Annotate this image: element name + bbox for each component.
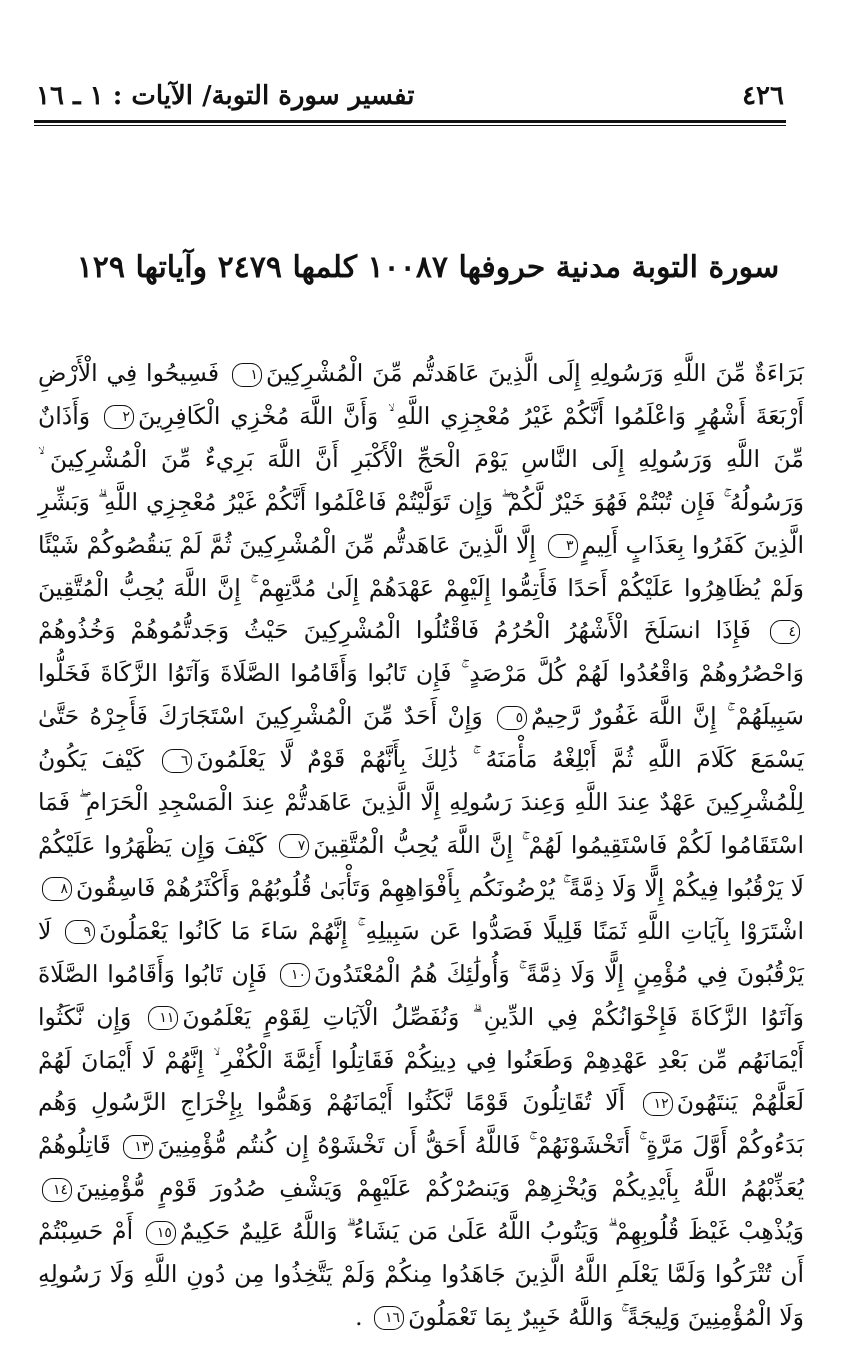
verses-block <box>38 352 804 1339</box>
ayah-number-marker: ٩ <box>65 920 95 944</box>
ayah-number-marker: ٦ <box>162 749 192 773</box>
running-title: تفسير سورة التوبة/ الآيات : ١ ـ ١٦ <box>36 81 415 111</box>
ayah-number-marker: ١٢ <box>643 1092 673 1116</box>
header-rule <box>34 120 786 126</box>
ayah-number-marker: ٥ <box>497 706 527 730</box>
ayah-text: بَرَاءَةٌ مِّنَ اللَّهِ وَرَسُولِهِ إِلَى الَّذِينَ عَاهَدتُّم مِّنَ الْمُشْرِكِينَ <box>265 359 804 387</box>
ayah-text: فَإِذَا انسَلَخَ الْأَشْهُرُ الْحُرُمُ فَاقْتُلُوا الْمُشْرِكِينَ حَيْثُ وَجَدتُّمُوهُمْ وَخُذُوهُمْ وَاحْصُرُوهُمْ وَاقْعُدُوا لَهُمْ كُلَّ مَرْصَدٍ ۚ فَإِن تَابُوا وَأَقَامُوا الصَّلَاةَ وَآتَوُا الزَّكَاةَ فَخَلُّوا سَبِيلَهُمْ ۚ إِنَّ اللَّهَ غَفُورٌ رَّحِيمٌ <box>38 616 804 731</box>
ayah-number-marker: ١٣ <box>123 1135 153 1159</box>
ayah-text: اشْتَرَوْا بِآيَاتِ اللَّهِ ثَمَنًا قَلِيلًا فَصَدُّوا عَن سَبِيلِهِ ۚ إِنَّهُمْ سَاءَ مَا كَانُوا يَعْمَلُونَ <box>99 916 804 945</box>
ayah-text: أَلَا تُقَاتِلُونَ قَوْمًا نَّكَثُوا أَيْمَانَهُمْ وَهَمُّوا بِإِخْرَاجِ الرَّسُولِ وَهُم بَدَءُوكُمْ أَوَّلَ مَرَّةٍ ۚ أَتَخْشَوْنَهُمْ ۚ فَاللَّهُ أَحَقُّ أَن تَخْشَوْهُ إِن كُنتُم مُّؤْمِنِينَ <box>38 1088 804 1160</box>
ayah-text: كَيْفَ وَإِن يَظْهَرُوا عَلَيْكُمْ لَا يَرْقُبُوا فِيكُمْ إِلًّا وَلَا ذِمَّةً ۚ يُرْضُونَكُم بِأَفْوَاهِهِمْ وَتَأْبَىٰ قُلُوبُهُمْ وَأَكْثَرُهُمْ فَاسِقُونَ <box>38 830 804 902</box>
ayah-number-marker: ١٦ <box>374 1306 404 1330</box>
ayah-text: وَإِنْ أَحَدٌ مِّنَ الْمُشْرِكِينَ اسْتَجَارَكَ فَأَجِرْهُ حَتَّىٰ يَسْمَعَ كَلَامَ اللَّهِ ثُمَّ أَبْلِغْهُ مَأْمَنَهُ ۚ ذَٰلِكَ بِأَنَّهُمْ قَوْمٌ لَّا يَعْلَمُونَ <box>38 702 804 774</box>
ayah-text: إِلَّا الَّذِينَ عَاهَدتُّم مِّنَ الْمُشْرِكِينَ ثُمَّ لَمْ يَنقُصُوكُمْ شَيْئًا وَلَمْ يُظَاهِرُوا عَلَيْكُمْ أَحَدًا فَأَتِمُّوا إِلَيْهِمْ عَهْدَهُمْ إِلَىٰ مُدَّتِهِمْ ۚ إِنَّ اللَّهَ يُحِبُّ الْمُتَّقِينَ <box>38 530 804 602</box>
ayah-text: أَمْ حَسِبْتُمْ أَن تُتْرَكُوا وَلَمَّا يَعْلَمِ اللَّهُ الَّذِينَ جَاهَدُوا مِنكُمْ وَلَمْ يَتَّخِذُوا مِن دُونِ اللَّهِ وَلَا رَسُولِهِ وَلَا الْمُؤْمِنِينَ وَلِيجَةً ۚ وَاللَّهُ خَبِيرٌ بِمَا تَعْمَلُونَ <box>38 1217 804 1331</box>
ayah-number-marker: ١٠ <box>280 963 310 987</box>
ayah-number-marker: ٧ <box>279 834 309 858</box>
ayah-text: وَإِن نَّكَثُوا أَيْمَانَهُم مِّن بَعْدِ عَهْدِهِمْ وَطَعَنُوا فِي دِينِكُمْ فَقَاتِلُوا أَئِمَّةَ الْكُفْرِ ۙ إِنَّهُمْ لَا أَيْمَانَ لَهُمْ لَعَلَّهُمْ يَنتَهُونَ <box>38 1002 805 1117</box>
ayah <box>142 1217 804 1245</box>
end-mark: . <box>355 1302 363 1331</box>
ayah <box>61 917 804 945</box>
ayah-text: فَسِيحُوا فِي الْأَرْضِ أَرْبَعَةَ أَشْهُرٍ وَاعْلَمُوا أَنَّكُمْ غَيْرُ مُعْجِزِي اللَّهِ ۙ وَأَنَّ اللَّهَ مُخْزِي الْكَافِرِينَ <box>38 359 804 430</box>
ayah-text: كَيْفَ يَكُونُ لِلْمُشْرِكِينَ عَهْدٌ عِندَ اللَّهِ وَعِندَ رَسُولِهِ إِلَّا الَّذِينَ عَاهَدتُّمْ عِندَ الْمَسْجِدِ الْحَرَامِ ۖ فَمَا اسْتَقَامُوا لَكُمْ فَاسْتَقِيمُوا لَهُمْ ۚ إِنَّ اللَّهَ يُحِبُّ الْمُتَّقِينَ <box>38 745 804 859</box>
page-number: ٤٢٦ <box>742 81 784 111</box>
ayah-number-marker: ١٥ <box>146 1221 176 1245</box>
ayah-text: وَأَذَانٌ مِّنَ اللَّهِ وَرَسُولِهِ إِلَى النَّاسِ يَوْمَ الْحَجِّ الْأَكْبَرِ أَنَّ اللَّهَ بَرِيءٌ مِّنَ الْمُشْرِكِينَ ۙ وَرَسُولُهُ ۚ فَإِن تُبْتُمْ فَهُوَ خَيْرٌ لَّكُمْ ۖ وَإِن تَوَلَّيْتُمْ فَاعْلَمُوا أَنَّكُمْ غَيْرُ مُعْجِزِي اللَّهِ ۗ وَبَشِّرِ الَّذِينَ كَفَرُوا بِعَذَابٍ أَلِيمٍ <box>38 401 804 559</box>
ayah-text: وَيُذْهِبْ غَيْظَ قُلُوبِهِمْ ۗ وَيَتُوبُ اللَّهُ عَلَىٰ مَن يَشَاءُ ۗ وَاللَّهُ عَلِيمٌ حَكِيمٌ <box>179 1217 804 1246</box>
ayah-number-marker: ٣ <box>548 534 578 558</box>
ayah-number-marker: ١٤ <box>42 1178 72 1202</box>
ayah-text: فَإِن تَابُوا وَأَقَامُوا الصَّلَاةَ وَآتَوُا الزَّكَاةَ فَإِخْوَانُكُمْ فِي الدِّينِ ۗ وَنُفَصِّلُ الْآيَاتِ لِقَوْمٍ يَعْلَمُونَ <box>38 959 804 1031</box>
ayah-number-marker: ٤ <box>770 620 800 644</box>
ayah-number-marker: ٢ <box>104 405 134 429</box>
ayah-number-marker: ١١ <box>148 1006 178 1030</box>
ayah <box>228 359 804 387</box>
ayah-text: قَاتِلُوهُمْ يُعَذِّبْهُمُ اللَّهُ بِأَيْدِيكُمْ وَيُخْزِهِمْ وَيَنصُرْكُمْ عَلَيْهِمْ وَيَشْفِ صُدُورَ قَوْمٍ مُّؤْمِنِينَ <box>38 1131 804 1203</box>
ayah-number-marker: ٨ <box>42 877 72 901</box>
surah-title: سورة التوبة مدنية حروفها ١٠٠٨٧ كلمها ٢٤٧٩ وآياتها ١٢٩ <box>76 250 780 285</box>
ayah-number-marker: ١ <box>232 363 262 387</box>
ayah-text: لَا يَرْقُبُونَ فِي مُؤْمِنٍ إِلًّا وَلَا ذِمَّةً ۚ وَأُولَٰئِكَ هُمُ الْمُعْتَدُونَ <box>38 916 804 988</box>
running-header <box>36 74 784 118</box>
